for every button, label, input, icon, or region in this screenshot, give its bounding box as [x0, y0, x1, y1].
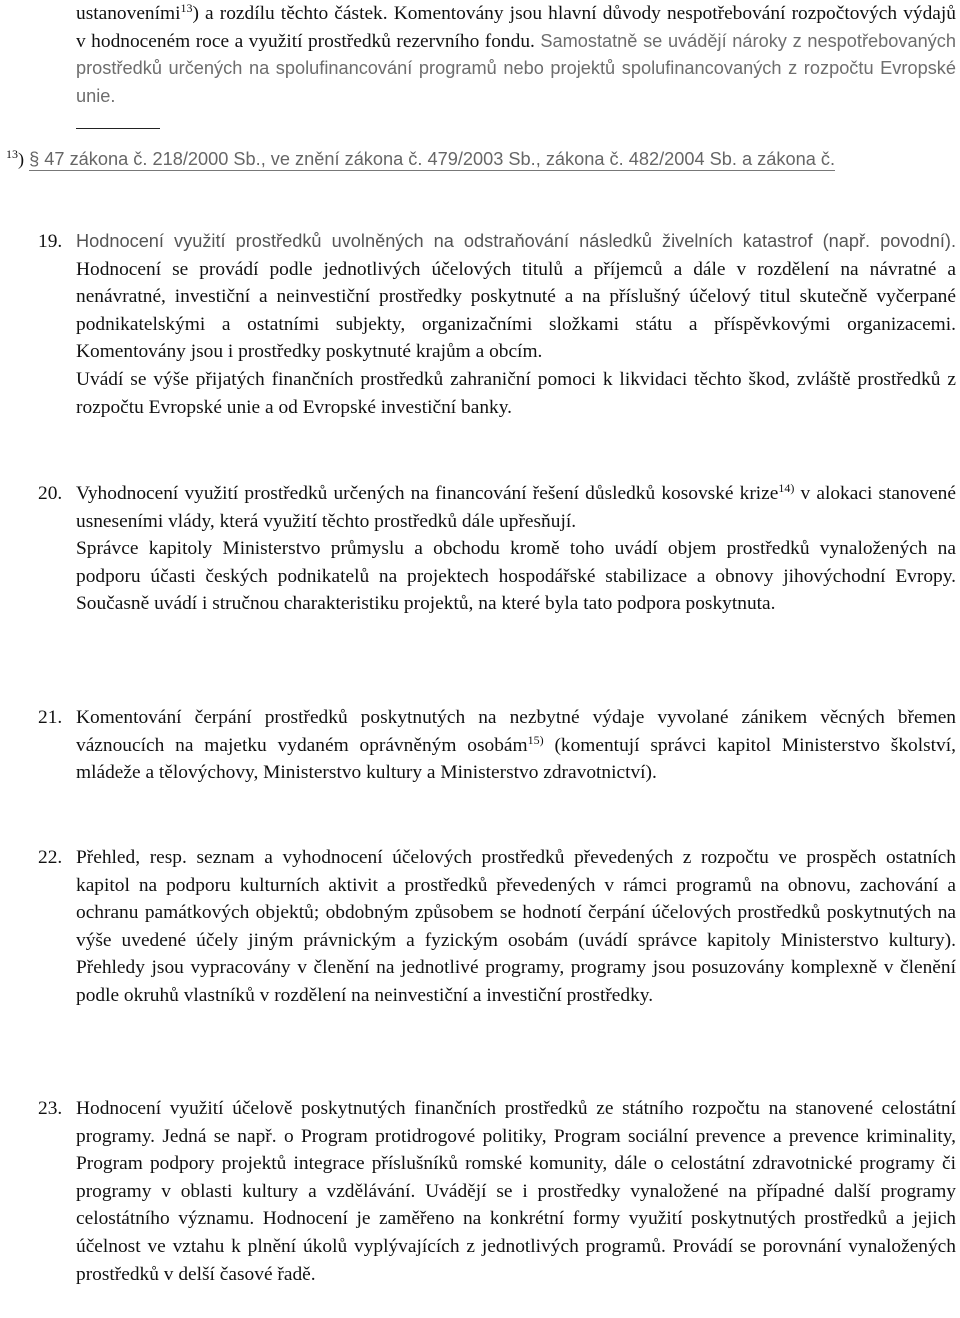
item-paragraph [76, 535, 956, 618]
list-item-19 [38, 228, 956, 421]
item-paragraph [76, 704, 956, 787]
list-item-21 [38, 704, 956, 787]
footnote-text-6: a zákona č. [736, 149, 836, 169]
item-paragraph: Uvádí se výše přijatých finančních prostředků zahraniční pomoci k likvidaci těchto škod, zvláště prostředků z rozpočtu Evropské unie a od Evropské investiční banky. [76, 368, 956, 418]
item-text: Přehled, resp. seznam a vyhodnocení účelových prostředků převedených z rozpočtu ve prospěch ostatních kapitol na podporu kulturních aktivit a prostředků převedených v rámci programů na obnovu, zachování a ochranu památkových objektů; obdobným způsobem se hodnotí čerpání účelových prostředků poskytnutých na výše uvedené účely jiným právnickým a fyzickým osobám (uvádí správce kapitoly Ministerstvo kultury). [76, 847, 956, 951]
footnote-ref-13[interactable]: 13 [180, 1, 193, 15]
list-item-22 [38, 844, 956, 1010]
item-number: 22. [38, 847, 63, 868]
item-number: 21. [38, 707, 63, 728]
item-text: Hodnocení se provádí podle jednotlivých účelových titulů a příjemců a dále v rozdělení na návratné a nenávratné, investiční a neinvestiční prostředky poskytnuté a na příslušný účelový titul skutečně vyčerpané podnikatelskými a ostatními subjekty, organizačními složkami státu a příspěvkovými organizacemi. [76, 258, 956, 335]
item-text: Vyhodnocení využití prostředků určených na financování řešení důsledků kosovské krize [76, 483, 779, 504]
item-text: Hodnocení využití účelově poskytnutých finančních prostředků ze státního rozpočtu na stanovené celostátní programy. Jedná se např. o Program protidrogové politiky, Program sociální prevence a prevence kriminality, Program podpory projektů integrace příslušníků romské komunity, dále o celostátní zdravotnické programy či programy v oblasti kultury a vzdělávání. Uvádějí se i prostředky vynaložené na případné další programy celostátního významu. [76, 1098, 956, 1230]
item-paragraph [76, 228, 956, 366]
footnote-ref-15[interactable]: 15) [527, 732, 544, 747]
item-number: 19. [38, 231, 63, 252]
lead-text-3: Samostatně se uvádějí nároky z nespotřebovaných prostředků určených na spolufinancování programů nebo projektů spolufinancovaných z rozpočtu Evropské unie. [76, 30, 956, 106]
item-number: 20. [38, 483, 63, 504]
list-item-20 [38, 480, 956, 618]
item-paragraph [76, 1095, 956, 1288]
lead-text-1: ustanoveními [76, 3, 181, 24]
footnote-separator [76, 128, 160, 129]
item-paragraph [76, 844, 956, 1010]
footnote-text-4: , zákona č. [535, 149, 624, 169]
item-text: Současně uvádí i stručnou charakteristiku projektů, na které byla tato podpora poskytnuta. [76, 593, 776, 615]
footnote-mark-close: ) [18, 149, 25, 169]
item-heading: Hodnocení využití prostředků uvolněných na odstraňování následků živelních katastrof (např. povodní). [76, 231, 956, 251]
footnote-text-2: , ve znění zákona č. [260, 149, 423, 169]
footnote-law-link-3[interactable]: 482/2004 Sb. [623, 149, 737, 169]
footnote-13 [6, 146, 956, 174]
item-text: Správce kapitoly Ministerstvo průmyslu a obchodu kromě toho uvádí objem prostředků vynaložených na podporu účasti českých podnikatelů na projektech hospodářské stabilizace a obnovy jihovýchodní Evropy. [76, 538, 956, 587]
lead-paragraph [76, 0, 956, 110]
footnote-law-link-2[interactable]: 479/2003 Sb. [422, 149, 536, 169]
footnote-ref-14[interactable]: 14) [778, 481, 795, 495]
footnote-mark: 13 [6, 147, 18, 161]
lead-text-2: ) a rozdílu těchto částek. Komentovány jsou hlavní důvody nespotřebování rozpočtových výdajů v hodnoceném roce a využití prostředků rezervního fondu. [76, 3, 956, 52]
item-text: Přehledy jsou vypracovány v členění na jednotlivé programy, programy jsou posuzovány komplexně v členění podle okruhů vlastníků v rozdělení na neinvestiční a investiční prostředky. [76, 957, 956, 1006]
item-text: Komentovány jsou i prostředky poskytnuté krajům a obcím. [76, 341, 543, 363]
item-text: Komentování čerpání prostředků poskytnutých na nezbytné výdaje vyvolané zánikem věcných břemen váznoucích na majetku vydaném oprávněným osobám [76, 707, 956, 756]
item-number: 23. [38, 1098, 63, 1119]
item-text: v alokaci stanovené usneseními vlády, která využití těchto prostředků dále upřesňují. [76, 483, 956, 532]
item-paragraph [76, 480, 956, 535]
item-text: (komentují správci kapitol Ministerstvo školství, mládeže a tělovýchovy, Ministerstvo kultury a Ministerstvo zdravotnictví). [76, 734, 956, 784]
footnote-law-link-1[interactable]: § 47 zákona č. 218/2000 Sb. [29, 149, 261, 169]
item-text: Hodnocení je zaměřeno na konkrétní formy využití poskytnutých prostředků a jejich účelnost ve vztahu k plnění úkolů vyplývajících z jednotlivých programů. Provádí se porovnání vynaložených prostředků v delší časové řadě. [76, 1208, 956, 1285]
list-item-23 [38, 1095, 956, 1288]
